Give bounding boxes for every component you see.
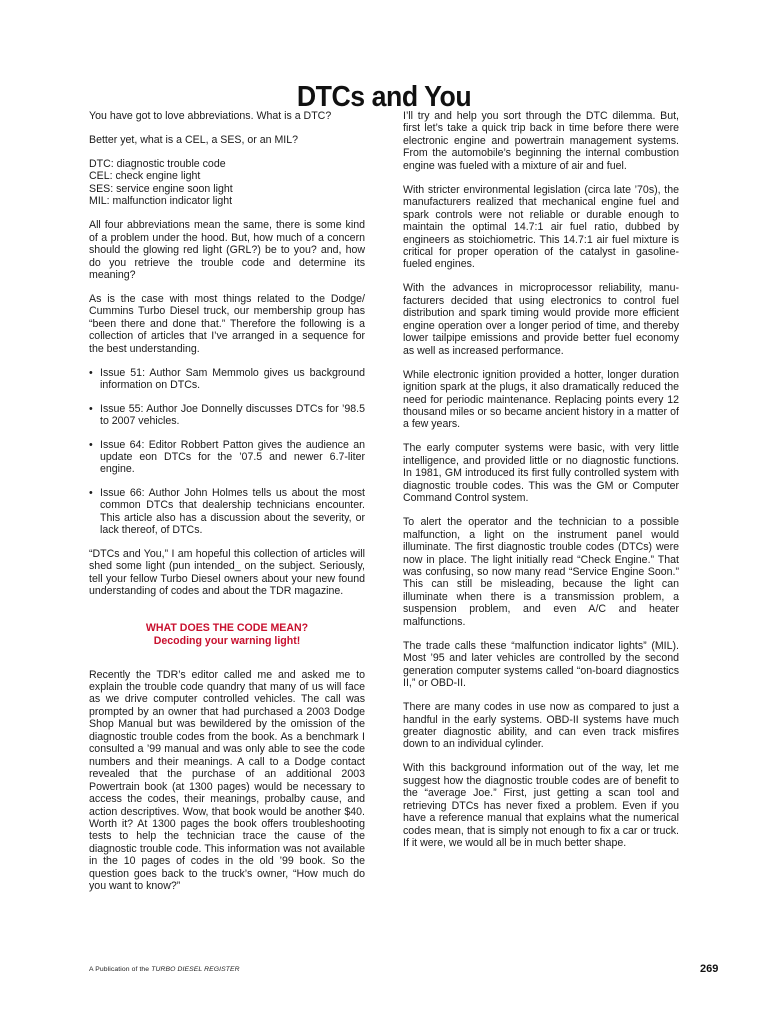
page-title: DTCs and You [296, 81, 472, 114]
left-column [89, 110, 365, 904]
paragraph: “DTCs and You,” I am hopeful this collection of articles will shed some light (pun intended_ on the subject. Seriously, tell your fellow Turbo Diesel owners about your new found understanding of codes and about the TDR magazine. [89, 547, 365, 598]
paragraph: While electronic ignition provided a hotter, longer duration ignition spark at the plugs, it also dramatically reduced the need for periodic maintenance. Replacing points every 12 thousand miles or so became ancient history in a matter of a few years. [403, 368, 679, 431]
abbreviation-line: CEL: check engine light [89, 170, 201, 183]
paragraph: With stricter environmental legislation (circa late ’70s), the manufacturers realized that mechanical engine fuel and spark controls were not reliable or durable enough to maintain the optimal 14.7:1 air fuel ratio, dubbed by engineers as stoichiometric. This 14.7:1 air fuel mixture is critical for proper operation of the catalyst in gasoline-fueled engines. [403, 183, 679, 271]
section-heading-subtitle: Decoding your warning light! [153, 634, 301, 647]
abbreviation-line: MIL: malfunction indicator light [89, 195, 233, 208]
paragraph: All four abbreviations mean the same, there is some kind of a problem under the hood. But, how much of a concern should the glowing red light (GRL?) be to you? and, how do you retrieve the trouble code and determine its meaning? [89, 219, 365, 282]
paragraph: There are many codes in use now as compared to just a handful in the early systems. OBD-II systems have much greater diagnostic ability, and can even track misfires down to an individual cylinder. [403, 701, 679, 751]
abbreviation-line: SES: service engine soon light [89, 182, 233, 195]
abbreviation-line: DTC: diagnostic trouble code [89, 157, 226, 170]
right-column [403, 110, 679, 861]
footer-publication: TURBO DIESEL REGISTER [151, 966, 240, 973]
section-heading [89, 622, 365, 648]
list-item: • Issue 64: Editor Robbert Patton gives the audience an update eon DTCs for the ’07.5 and newer 6.7-liter engine. [89, 439, 365, 476]
abbreviation-list [89, 158, 365, 208]
list-item: • Issue 55: Author Joe Donnelly discusses DTCs for ’98.5 to 2007 vehicles. [89, 403, 365, 428]
section-heading-title: WHAT DOES THE CODE MEAN? [145, 621, 309, 634]
paragraph: Better yet, what is a CEL, a SES, or an MIL? [89, 133, 299, 146]
page-number: 269 [700, 963, 719, 975]
paragraph: The trade calls these “malfunction indicator lights” (MIL). Most ’95 and later vehicles are controlled by the second generation computer systems called “on-board diagnostics II,” or OBD-II. [403, 639, 679, 690]
paragraph: To alert the operator and the technician to a possible malfunction, a light on the instrument panel would illuminate. The first diagnostic trouble codes (DTCs) were now in place. The light initially read “Check Engine.” That was confusing, so now many read “Service Engine Soon.” This can still be misleading, because the light can illuminate when there is a transmission problem, a suspension problem, and even A/C and heater malfunctions. [403, 516, 679, 628]
list-item: • Issue 66: Author John Holmes tells us about the most common DTCs that dealership technicians encounter. This article also has a discussion about the severity, or lack thereof, of DTCs. [89, 487, 365, 537]
paragraph: I’ll try and help you sort through the DTC dilemma. But, first let’s take a quick trip back in time before there were electronic engine and powertrain management systems. From the automobile’s beginning the internal combustion engine was fueled with a mixture of air and fuel. [403, 110, 679, 172]
footer-prefix: A Publication of the [89, 966, 150, 973]
issue-list [89, 367, 365, 537]
paragraph: The early computer systems were basic, with very little intelligence, and provided little or no diagnostic functions. In 1981, GM introduced its first fully controlled system with diagnostic trouble codes. This was the GM or Computer Command Control system. [403, 442, 679, 505]
paragraph: You have got to love abbreviations. What is a DTC? [89, 110, 332, 122]
paragraph: As is the case with most things related to the Dodge/ Cummins Turbo Diesel truck, our membership group has “been there and done that.” Therefore the following is a collection of articles that I’ve arranged in a sequence for the best understanding. [89, 292, 365, 355]
footer-credit [89, 966, 240, 973]
list-item: • Issue 51: Author Sam Memmolo gives us background information on DTCs. [89, 367, 365, 392]
paragraph: Recently the TDR’s editor called me and asked me to explain the trouble code quandry that many of us will face as we drive computer controlled vehicles. The call was prompted by an owner that had purchased a 2003 Dodge Shop Manual but was bewildered by the omission of the diagnostic trouble codes from the book. As a benchmark I consulted a ’99 manual and was only able to see the code numbers and their meanings. A call to a Dodge contact revealed that the purchase of an additional 2003 Powertrain book (at 1300 pages) would be necessary to access the codes, their meanings, probalby cause, and action descriptives. Wow, that book would be another $40. Worth it? At 1300 pages the book offers troubleshooting tests to help the technician trace the cause of the diagnostic trouble code. This information was not available in the 10 pages of codes in the old ’99 book. So the question goes back to the truck’s owner, “How much do you want to know?” [89, 668, 365, 893]
paragraph: With the advances in microprocessor reliability, manu-facturers decided that using electronics to control fuel distribution and spark timing would provide more efficient engine operation over a longer period of time, and thereby lower tailpipe emissions and provide better fuel economy as well as increased performance. [403, 282, 679, 357]
paragraph: With this background information out of the way, let me suggest how the diagnostic trouble codes are of benefit to the “average Joe.” First, just getting a scan tool and retrieving DTCs has never fixed a problem. Even if you have a reference manual that explains what the numerical codes mean, that is simply not enough to fix a car or truck. If it were, we would all be in much better shape. [403, 762, 679, 850]
